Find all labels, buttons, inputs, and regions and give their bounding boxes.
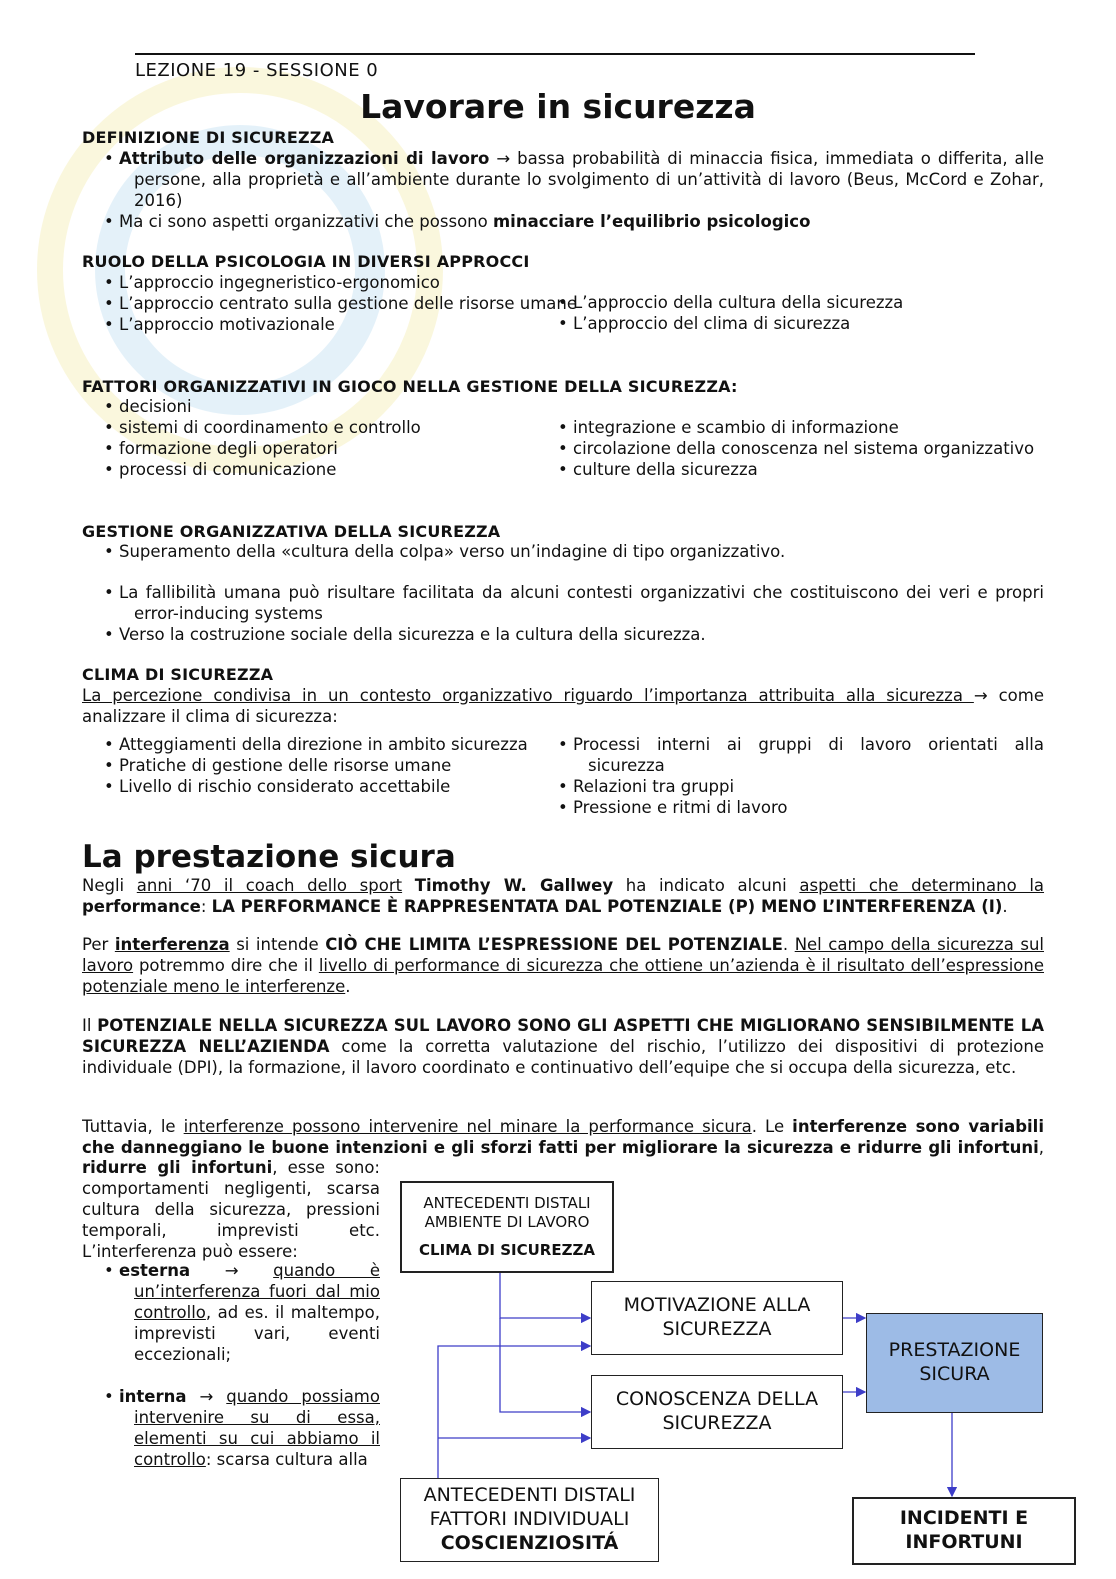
text: , esse sono: comportamenti negligenti, scarsa cultura della sicurezza, pressioni temporali, imprevisti etc. L’interferenza può essere:	[82, 1158, 380, 1262]
text: si intende	[229, 935, 326, 954]
heading-ruolo: RUOLO DELLA PSICOLOGIA IN DIVERSI APPROCCI	[82, 252, 530, 271]
text: potremmo dire che il	[133, 956, 319, 976]
bold-text: CIÒ CHE LIMITA L’ESPRESSIONE DEL POTENZIALE	[325, 935, 783, 954]
list-item: • L’approccio centrato sulla gestione delle risorse umane	[82, 293, 592, 314]
text: →	[190, 1261, 274, 1280]
box-line: COSCIENZIOSITÁ	[440, 1531, 619, 1554]
list-gestione-1	[82, 541, 1044, 562]
text	[402, 876, 415, 895]
text: , ad es. il maltempo, imprevisti vari, eventi eccezionali;	[134, 1303, 380, 1365]
list-item-interna	[82, 1386, 380, 1470]
list-item: • circolazione della conoscenza nel sistema organizzativo	[536, 438, 1044, 459]
box-line: INFORTUNI	[905, 1531, 1023, 1553]
text: :	[200, 897, 212, 917]
bold-text: LA PERFORMANCE È RAPPRESENTATA DAL POTENZIALE (P) MENO L’INTERFERENZA (I)	[211, 897, 1003, 917]
box-line: SICURA	[919, 1363, 990, 1385]
heading-gestione: GESTIONE ORGANIZZATIVA DELLA SICUREZZA	[82, 522, 501, 541]
box-line: SICUREZZA	[662, 1318, 772, 1340]
text: Per	[82, 935, 115, 954]
heading-definizione: DEFINIZIONE DI SICUREZZA	[82, 128, 335, 147]
list-item: • L’approccio della cultura della sicurezza	[536, 292, 1044, 313]
list-item: • Atteggiamenti della direzione in ambito sicurezza	[82, 734, 592, 755]
box-motivazione	[591, 1281, 843, 1355]
list-item: • Pressione e ritmi di lavoro	[536, 797, 1044, 818]
header-rule	[135, 53, 975, 55]
bold-text: ridurre gli infortuni	[82, 1158, 273, 1177]
text: . Le	[751, 1117, 793, 1136]
bold-text: Timothy W. Gallwey	[414, 876, 614, 895]
list-item: • L’approccio ingegneristico-ergonomico	[82, 272, 592, 293]
text: Ma ci sono aspetti organizzativi che possono	[119, 212, 493, 232]
text: .	[345, 977, 351, 997]
bold-underlined-text: interferenza	[114, 935, 230, 954]
list-item: • Livello di rischio considerato accettabile	[82, 776, 592, 797]
underlined-text: anni ‘70 il coach dello sport	[136, 876, 403, 895]
list-item: • sistemi di coordinamento e controllo	[82, 417, 542, 438]
bold-text: interna	[119, 1386, 187, 1406]
text: Negli	[82, 876, 137, 895]
paragraph-gallwey	[82, 875, 1044, 917]
list-item: • decisioni	[82, 396, 542, 417]
list-item: • L’approccio motivazionale	[82, 314, 592, 335]
box-line: ANTECEDENTI DISTALI	[423, 1193, 591, 1212]
bold-text: POTENZIALE NELLA SICUREZZA SUL LAVORO SONO GLI ASPETTI CHE MIGLIORANO SENSIBILMENTE LA SICUREZZA NELL’AZIENDA	[82, 1016, 1044, 1057]
box-line: PRESTAZIONE	[888, 1339, 1021, 1362]
list-gestione-2	[82, 582, 1044, 645]
list-ruolo-right	[536, 292, 1044, 334]
lesson-label: LEZIONE 19 - SESSIONE 0	[135, 60, 379, 81]
box-line: CLIMA DI SICUREZZA	[419, 1241, 595, 1260]
paragraph-tuttavia	[82, 1116, 1044, 1158]
underlined-text: livello di performance di sicurezza che ottiene un’azienda è il risultato dell’espressione potenziale meno le interferenze	[82, 956, 1044, 997]
list-item: • Superamento della «cultura della colpa» verso un’indagine di tipo organizzativo.	[82, 541, 1044, 562]
clima-intro	[82, 685, 1044, 727]
list-item: • processi di comunicazione	[82, 459, 542, 480]
list-item: • Verso la costruzione sociale della sicurezza e la cultura della sicurezza.	[82, 624, 1044, 645]
box-conoscenza	[591, 1375, 843, 1449]
underlined-text: La percezione condivisa in un contesto organizzativo riguardo l’importanza attribuita alla sicurezza	[82, 686, 974, 705]
text: .	[1002, 897, 1008, 917]
box-antecedenti-ambiente	[400, 1181, 614, 1273]
underlined-text: aspetti che determinano la	[799, 876, 1045, 895]
box-line: MOTIVAZIONE ALLA	[623, 1294, 811, 1317]
list-fattori-right	[536, 417, 1044, 480]
bold-text: esterna	[119, 1261, 191, 1280]
bold-text: minacciare l’equilibrio psicologico	[492, 212, 811, 232]
list-item	[82, 211, 1044, 232]
bold-text: interferenze sono variabili che danneggiano le buone intenzioni e gli sforzi fatti per migliorare la sicurezza e ridurre gli infortuni	[82, 1117, 1044, 1158]
heading-fattori: FATTORI ORGANIZZATIVI IN GIOCO NELLA GESTIONE DELLA SICUREZZA:	[82, 377, 738, 396]
underlined-text: interferenze possono intervenire nel minare la performance sicura	[183, 1117, 752, 1136]
list-item: • integrazione e scambio di informazione	[536, 417, 1044, 438]
list-item: • L’approccio del clima di sicurezza	[536, 313, 1044, 334]
arrow-clima-to-motivazione	[500, 1270, 590, 1318]
box-line: INCIDENTI E	[899, 1507, 1029, 1530]
underlined-text: quando è un’interferenza fuori dal mio controllo	[134, 1261, 380, 1323]
text: →	[186, 1386, 227, 1406]
heading-clima: CLIMA DI SICUREZZA	[82, 665, 274, 684]
list-item	[82, 148, 1044, 211]
paragraph-potenziale	[82, 1015, 1044, 1078]
list-clima-right	[536, 734, 1044, 818]
box-line: FATTORI INDIVIDUALI	[429, 1508, 630, 1531]
box-prestazione	[866, 1313, 1043, 1413]
paragraph-interferenza	[82, 934, 1044, 997]
list-ruolo-left	[82, 272, 592, 335]
list-item: • formazione degli operatori	[82, 438, 542, 459]
list-clima-left	[82, 734, 592, 797]
text: Il	[82, 1016, 98, 1035]
box-line: AMBIENTE DI LAVORO	[424, 1212, 590, 1231]
text: Tuttavia, le	[82, 1117, 184, 1136]
text: .	[782, 935, 795, 954]
list-item: • Pratiche di gestione delle risorse umane	[82, 755, 592, 776]
list-item: • La fallibilità umana può risultare facilitata da alcuni contesti organizzativi che costituiscono dei veri e propri error-inducing systems	[82, 582, 1044, 624]
box-line: CONOSCENZA DELLA	[615, 1388, 819, 1411]
list-item-esterna	[82, 1260, 380, 1366]
list-fattori-left	[82, 396, 542, 480]
text: ,	[1038, 1138, 1044, 1158]
text: ha indicato alcuni	[613, 876, 800, 895]
bold-text: Attributo delle organizzazioni di lavoro	[119, 149, 490, 168]
paragraph-tuttavia-continued	[82, 1157, 380, 1263]
page-title: Lavorare in sicurezza	[360, 87, 756, 126]
text: → bassa probabilità di minaccia fisica, immediata o differita, alle persone, alla proprietà e all’ambiente durante lo svolgimento di un’attività di lavoro (Beus, McCord e Zohar, 2016)	[134, 149, 1044, 211]
list-item: • culture della sicurezza	[536, 459, 1044, 480]
text: → come analizzare il clima di sicurezza:	[82, 686, 1044, 727]
list-definizione	[82, 148, 1044, 232]
arrow-clima-to-conoscenza	[500, 1318, 590, 1412]
underlined-text: quando possiamo intervenire su di essa, elementi su cui abbiamo il controllo	[134, 1386, 380, 1469]
box-line: ANTECEDENTI DISTALI	[423, 1484, 636, 1507]
list-item: • Processi interni ai gruppi di lavoro orientati alla sicurezza	[536, 734, 1044, 776]
text: come la corretta valutazione del rischio, l’utilizzo dei dispositivi di protezione individuale (DPI), la formazione, il lavoro coordinato e continuativo dell’equipe che si occupa della sicurezza, etc.	[82, 1037, 1044, 1078]
box-incidenti	[852, 1497, 1076, 1565]
list-interferenza	[82, 1260, 380, 1470]
box-line: SICUREZZA	[662, 1412, 772, 1434]
text: : scarsa cultura alla	[205, 1449, 368, 1469]
bold-text: performance	[82, 897, 201, 917]
list-item: • Relazioni tra gruppi	[536, 776, 1044, 797]
underlined-text: Nel campo della sicurezza sul lavoro	[82, 935, 1044, 976]
box-antecedenti-individuali	[400, 1478, 659, 1562]
section-heading-prestazione: La prestazione sicura	[82, 839, 456, 875]
